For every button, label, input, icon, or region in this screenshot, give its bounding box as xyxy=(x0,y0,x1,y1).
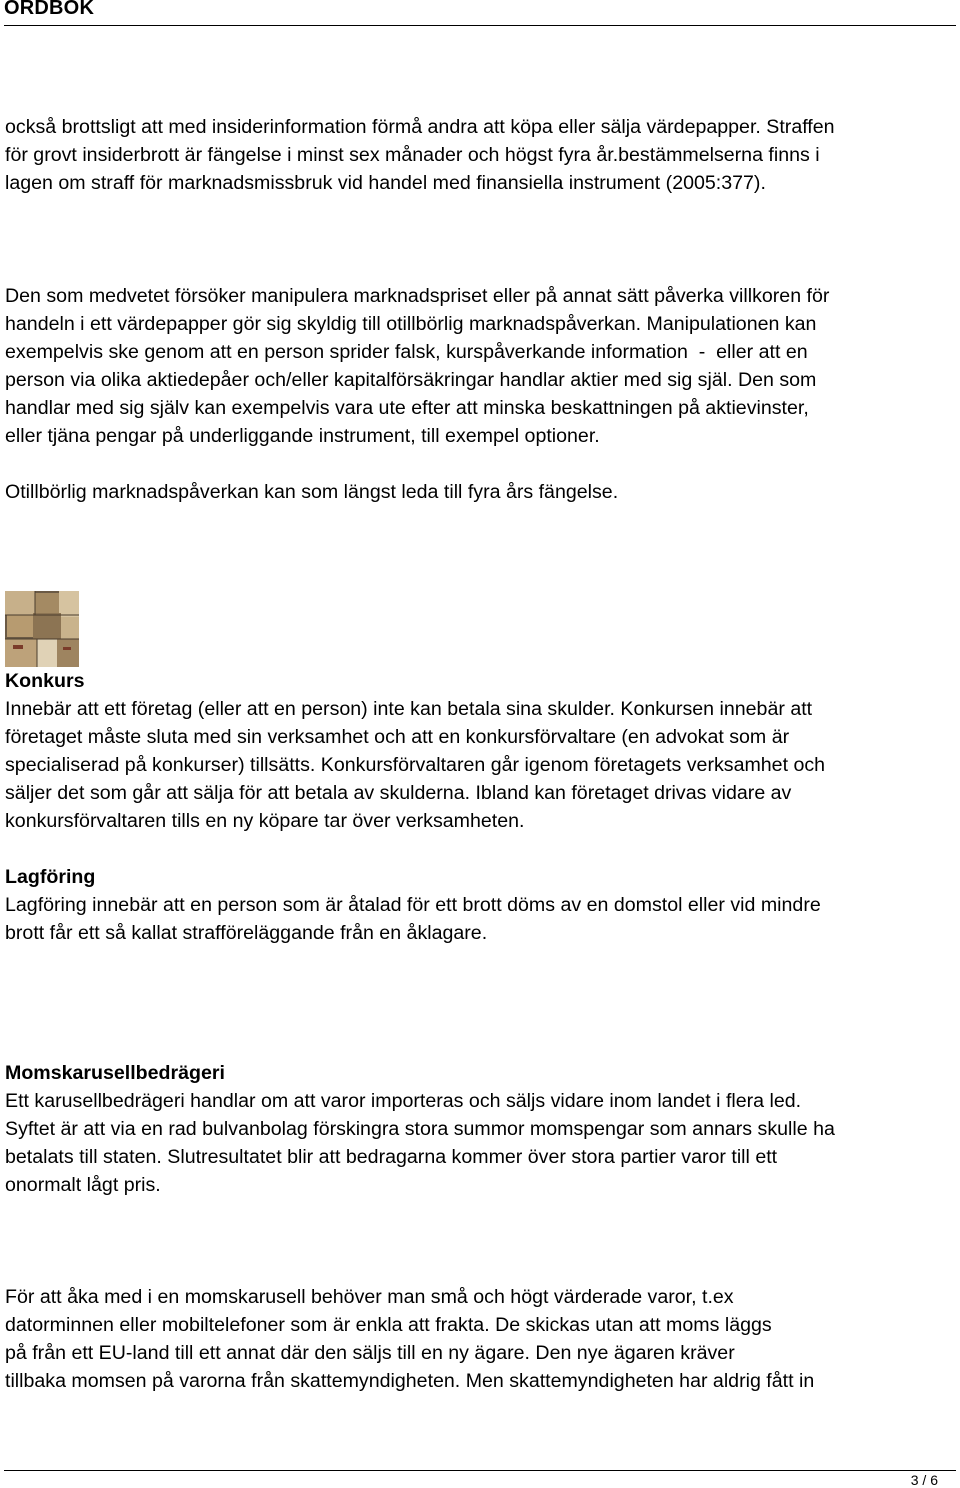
text-line: Lagföring innebär att en person som är åtalad för ett brott döms av en domstol eller vid mindre xyxy=(5,894,821,917)
section-heading: Lagföring xyxy=(5,866,96,888)
text-line: exempelvis ske genom att en person sprider falsk, kurspåverkande information - eller att en xyxy=(5,341,808,364)
manipulation-paragraph xyxy=(5,282,960,451)
section-heading: Konkurs xyxy=(5,670,85,692)
moms-section xyxy=(5,1059,960,1199)
section-heading: Momskarusellbedrägeri xyxy=(5,1062,225,1084)
footer-divider xyxy=(4,1470,956,1471)
text-line: Innebär att ett företag (eller att en person) inte kan betala sina skulder. Konkursen innebär att xyxy=(5,698,813,721)
text-line: betalats till staten. Slutresultatet blir att bedragarna kommer över stora partier varor till ett xyxy=(5,1146,778,1169)
text-line: eller tjäna pengar på underliggande instrument, till exempel optioner. xyxy=(5,425,600,448)
text-line: lagen om straff för marknadsmissbruk vid handel med finansiella instrument (2005:377). xyxy=(5,172,766,195)
text-line: Den som medvetet försöker manipulera marknadspriset eller på annat sätt påverka villkoren för xyxy=(5,285,830,307)
konkurs-section xyxy=(5,667,960,836)
text-line: Syftet är att via en rad bulvanbolag förskingra stora summor momspengar som annars skulle ha xyxy=(5,1118,835,1141)
moms-paragraph-2 xyxy=(5,1283,960,1395)
text-line: tillbaka momsen på varorna från skattemyndigheten. Men skattemyndigheten har aldrig fått in xyxy=(5,1370,815,1393)
text-line: person via olika aktiedepåer och/eller kapitalförsäkringar handlar aktier med sig själ. Den som xyxy=(5,369,817,392)
intro-paragraph xyxy=(5,113,960,197)
text-line: onormalt lågt pris. xyxy=(5,1174,161,1197)
lagforing-section xyxy=(5,863,960,947)
text-line: konkursförvaltaren tills en ny köpare tar över verksamheten. xyxy=(5,810,525,833)
penalty-paragraph: Otillbörlig marknadspåverkan kan som längst leda till fyra års fängelse. xyxy=(5,481,619,503)
header-divider xyxy=(4,25,956,26)
text-line: företaget måste sluta med sin verksamhet och att en konkursförvaltare (en advokat som är xyxy=(5,726,790,749)
document-title: ORDBOK xyxy=(4,0,95,19)
text-line: handeln i ett värdepapper gör sig skyldig till otillbörlig marknadspåverkan. Manipulationen kan xyxy=(5,313,817,336)
boxes-image xyxy=(5,591,79,667)
text-line: specialiserad på konkurser) tillsätts. Konkursförvaltaren går igenom företagets verksamhet och xyxy=(5,754,826,777)
text-line: säljer det som går att sälja för att betala av skulderna. Ibland kan företaget drivas vidare av xyxy=(5,782,792,805)
text-line: För att åka med i en momskarusell behöver man små och högt värderade varor, t.ex xyxy=(5,1286,734,1308)
page-number: 3 / 6 xyxy=(910,1472,938,1488)
text-line: handlar med sig själv kan exempelvis vara ute efter att minska beskattningen på aktievinster, xyxy=(5,397,809,420)
text-line: på från ett EU-land till ett annat där den säljs till en ny ägare. Den nye ägaren kräver xyxy=(5,1342,735,1365)
text-line: brott får ett så kallat strafföreläggande från en åklagare. xyxy=(5,922,488,945)
text-line: Ett karusellbedrägeri handlar om att varor importeras och säljs vidare inom landet i flera led. xyxy=(5,1090,802,1113)
text-line: datorminnen eller mobiltelefoner som är enkla att frakta. De skickas utan att moms läggs xyxy=(5,1314,772,1337)
text-line: också brottsligt att med insiderinformation förmå andra att köpa eller sälja värdepapper. Straffen xyxy=(5,116,835,138)
text-line: för grovt insiderbrott är fängelse i minst sex månader och högst fyra år.bestämmelserna finns i xyxy=(5,144,820,167)
